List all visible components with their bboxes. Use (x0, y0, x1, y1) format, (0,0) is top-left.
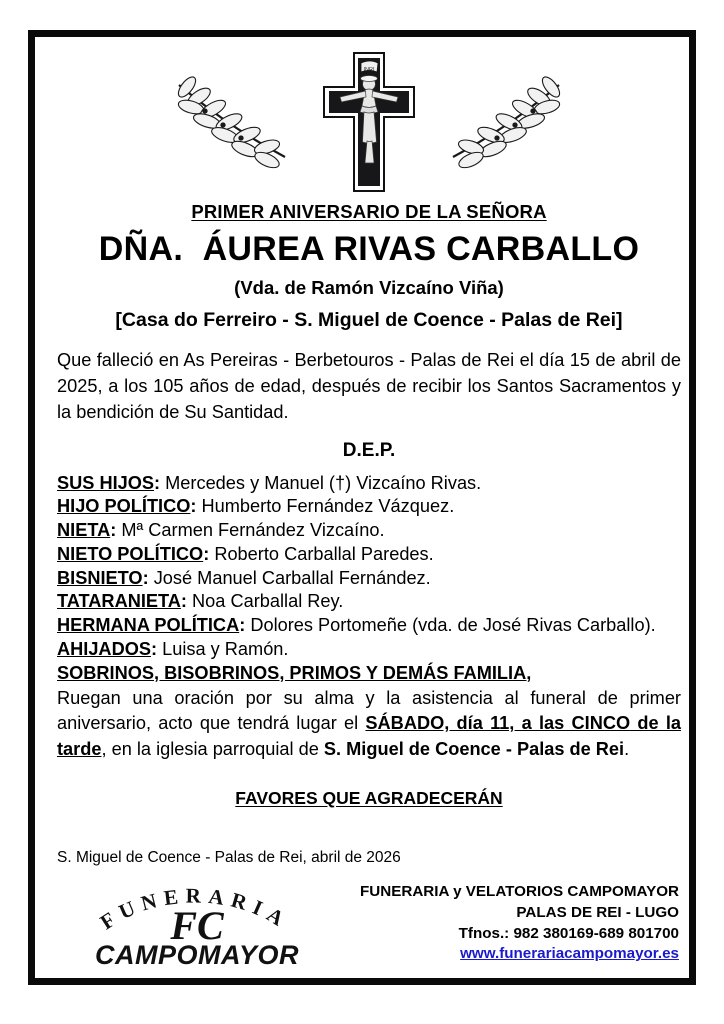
relative-names: Roberto Carballal Paredes. (214, 543, 434, 564)
relative-names: José Manuel Carballal Fernández. (153, 567, 431, 588)
campomayor-logo (57, 881, 337, 967)
contact-company: FUNERARIA y VELATORIOS CAMPOMAYOR (360, 883, 679, 901)
relative-colon: : (203, 543, 210, 564)
list-item (57, 543, 681, 567)
relative-label: HERMANA POLÍTICA (57, 615, 240, 636)
funeral-place: S. Miguel de Coence - Palas de Rei (323, 738, 625, 759)
inri-banner (361, 61, 378, 73)
relative-colon: : (110, 520, 117, 541)
relative-names: Mª Carmen Fernández Vizcaíno. (121, 520, 385, 541)
relative-label: NIETO POLÍTICO (57, 543, 204, 564)
logo-arc-text: FUNERARIA (95, 883, 295, 934)
relative-colon: : (180, 591, 187, 612)
request-paragraph (57, 686, 681, 761)
contact-city: PALAS DE REI - LUGO (516, 903, 679, 921)
contact-block (360, 882, 681, 965)
death-paragraph: Que falleció en As Pereiras - Berbetouros - Palas de Rei el día 15 de abril de 2025, a los 105 años de edad, después de recibir los Santos Sacramentos y la bendición de Su Santidad. (57, 350, 681, 422)
relative-names: Luisa y Ramón. (162, 638, 289, 659)
relative-names: Noa Carballal Rey. (192, 591, 344, 612)
relative-colon: : (190, 496, 197, 517)
relative-label: HIJO POLÍTICO (57, 496, 191, 517)
relative-label: SUS HIJOS (57, 472, 155, 493)
relative-colon: : (154, 472, 161, 493)
house-and-parish-line: [Casa do Ferreiro - S. Miguel de Coence - Palas de Rei] (115, 309, 623, 331)
widow-of-line: (Vda. de Ramón Vizcaíno Viña) (234, 277, 504, 298)
favores-text: FAVORES QUE AGRADECERÁN (235, 787, 503, 808)
footer (57, 881, 681, 967)
laurel-branch-left-icon (161, 67, 311, 177)
relative-label: AHIJADOS (57, 638, 151, 659)
anniversary-heading: PRIMER ANIVERSARIO DE LA SEÑORA (191, 201, 547, 222)
list-item (57, 472, 681, 496)
relative-names: Humberto Fernández Vázquez. (201, 496, 455, 517)
relative-label: TATARANIETA (57, 591, 181, 612)
relative-names: Mercedes y Manuel (†) Vizcaíno Rivas. (165, 472, 482, 493)
dep-text: D.E.P. (342, 439, 396, 461)
crucifix-icon (321, 51, 417, 193)
relative-label: NIETA (57, 520, 111, 541)
svg-text:INRI: INRI (363, 67, 375, 73)
notice-border-frame (28, 30, 696, 985)
laurel-branch-right-icon (427, 67, 577, 177)
relative-names: Dolores Portomeñe (vda. de José Rivas Carballo). (250, 615, 656, 636)
relative-colon: : (239, 615, 246, 636)
contact-website-link[interactable]: www.funerariacampomayor.es (460, 945, 679, 963)
list-item (57, 590, 681, 614)
relatives-list (57, 472, 681, 686)
list-item (57, 495, 681, 519)
extended-family-line: SOBRINOS, BISOBRINOS, PRIMOS Y DEMÁS FAMILIA, (57, 662, 532, 683)
request-part1: Ruegan una oración por su alma y la asistencia al funeral de primer aniversario, acto que tendrá lugar el (57, 688, 681, 734)
logo-bottom-text: CAMPOMAYOR (95, 939, 299, 967)
request-part3: . (624, 738, 630, 759)
relative-colon: : (142, 567, 149, 588)
request-part2: , en la iglesia parroquial de (101, 738, 324, 759)
funeral-datetime: SÁBADO, día 11, a las CINCO de la tarde (57, 713, 682, 759)
contact-phones: Tfnos.: 982 380169-689 801700 (458, 924, 679, 942)
list-item (57, 638, 681, 662)
list-item (57, 567, 681, 591)
notice-content (57, 45, 681, 967)
list-item (57, 519, 681, 543)
relative-colon: : (150, 638, 158, 659)
deceased-name: DÑA. ÁUREA RIVAS CARBALLO (98, 230, 640, 268)
religious-emblem (57, 47, 681, 197)
logo-monogram: FC (170, 902, 224, 948)
list-item (57, 614, 681, 638)
relative-label: BISNIETO (57, 567, 143, 588)
place-and-date: S. Miguel de Coence - Palas de Rei, abril de 2026 (57, 848, 401, 866)
